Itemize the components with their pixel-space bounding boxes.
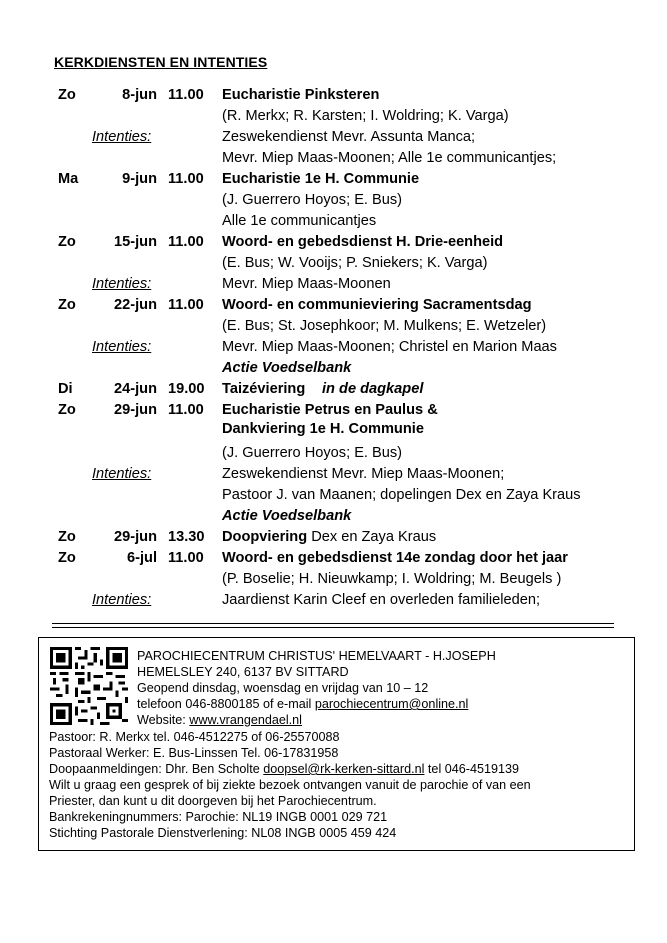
- service-day: Zo: [58, 529, 76, 545]
- intention-line: Zeswekendienst Mevr. Miep Maas-Moonen;: [222, 466, 505, 482]
- service-time: 11.00: [168, 87, 204, 103]
- service-day: Zo: [58, 402, 76, 418]
- intention-line: Mevr. Miep Maas-Moonen: [222, 276, 391, 292]
- intention-line: Mevr. Miep Maas-Moonen; Christel en Marion Maas: [222, 339, 557, 355]
- service-name: Doopviering: [222, 529, 308, 545]
- service-time: 11.00: [168, 402, 204, 418]
- intentions-label: Intenties:: [92, 129, 152, 145]
- info-line-bank: Stichting Pastorale Dienstverlening: NL08 INGB 0005 459 424: [49, 826, 397, 840]
- service-time: 11.00: [168, 234, 204, 250]
- service-date: 9-jun: [122, 171, 157, 187]
- service-date: 24-jun: [114, 381, 157, 397]
- service-date: 15-jun: [114, 234, 157, 250]
- intentions-label: Intenties:: [92, 592, 152, 608]
- service-name: Woord- en gebedsdienst 14e zondag door het jaar: [222, 550, 568, 566]
- service-date: 29-jun: [114, 529, 157, 545]
- service-time: 11.00: [168, 297, 204, 313]
- page-title: KERKDIENSTEN EN INTENTIES: [54, 54, 268, 70]
- info-line-visit: Priester, dan kunt u dit doorgeven bij het Parochiecentrum.: [49, 794, 377, 808]
- service-date: 29-jun: [114, 402, 157, 418]
- info-line-worker: Pastoraal Werker: E. Bus-Linssen Tel. 06-17831958: [49, 746, 339, 760]
- service-time: 11.00: [168, 550, 204, 566]
- service-participants: (E. Bus; St. Josephkoor; M. Mulkens; E. Wetzeler): [222, 318, 547, 334]
- service-name: Taizéviering: [222, 381, 306, 397]
- info-line-bank: Bankrekeningnummers: Parochie: NL19 INGB 0001 029 721: [49, 810, 388, 824]
- service-day: Ma: [58, 171, 79, 187]
- intention-line: Jaardienst Karin Cleef en overleden familieleden;: [222, 592, 541, 608]
- service-time: 13.30: [168, 529, 205, 545]
- service-name: Eucharistie 1e H. Communie: [222, 171, 420, 187]
- service-day: Di: [58, 381, 73, 397]
- intention-line: Mevr. Miep Maas-Moonen; Alle 1e communicantjes;: [222, 150, 557, 166]
- info-line-contact: telefoon 046-8800185 of e-mail parochiecentrum@online.nl: [137, 697, 469, 711]
- action-note: Actie Voedselbank: [222, 508, 352, 524]
- divider: [52, 627, 614, 628]
- service-date: 6-jul: [127, 550, 157, 566]
- info-line-name: PAROCHIECENTRUM CHRISTUS' HEMELVAART - H.JOSEPH: [137, 649, 496, 663]
- divider: [52, 623, 614, 624]
- service-date: 22-jun: [114, 297, 157, 313]
- intentions-label: Intenties:: [92, 466, 152, 482]
- intentions-label: Intenties:: [92, 339, 152, 355]
- service-day: Zo: [58, 87, 76, 103]
- info-line-visit: Wilt u graag een gesprek of bij ziekte bezoek ontvangen vanuit de parochie of van een: [49, 778, 531, 792]
- service-participants: (J. Guerrero Hoyos; E. Bus): [222, 445, 403, 461]
- service-time: 19.00: [168, 381, 205, 397]
- email-link[interactable]: parochiecentrum@online.nl: [314, 697, 469, 711]
- service-time: 11.00: [168, 171, 204, 187]
- service-name: Woord- en communieviering Sacramentsdag: [222, 297, 532, 313]
- service-suffix: Dex en Zaya Kraus: [311, 529, 437, 545]
- service-date: 8-jun: [122, 87, 157, 103]
- info-line-website: Website: www.vrangendael.nl: [137, 713, 302, 727]
- service-location: in de dagkapel: [322, 381, 424, 397]
- info-line-baptism: Doopaanmeldingen: Dhr. Ben Scholte doopsel@rk-kerken-sittard.nl tel 046-4519139: [49, 762, 519, 776]
- service-participants: (E. Bus; W. Vooijs; P. Sniekers; K. Varga): [222, 255, 488, 271]
- service-day: Zo: [58, 234, 76, 250]
- action-note: Actie Voedselbank: [222, 360, 352, 376]
- service-note: Alle 1e communicantjes: [222, 213, 377, 229]
- intentions-label: Intenties:: [92, 276, 152, 292]
- info-line-address: HEMELSLEY 240, 6137 BV SITTARD: [137, 665, 349, 679]
- service-day: Zo: [58, 297, 76, 313]
- qr-code-icon[interactable]: [50, 647, 128, 725]
- info-line-pastor: Pastoor: R. Merkx tel. 046-4512275 of 06-25570088: [49, 730, 340, 744]
- info-line-hours: Geopend dinsdag, woensdag en vrijdag van 10 – 12: [137, 681, 429, 695]
- service-participants: (R. Merkx; R. Karsten; I. Woldring; K. Varga): [222, 108, 509, 124]
- baptism-email-link[interactable]: doopsel@rk-kerken-sittard.nl: [263, 762, 425, 776]
- service-day: Zo: [58, 550, 76, 566]
- service-name: Eucharistie Petrus en Paulus &: [222, 402, 438, 418]
- intention-line: Zeswekendienst Mevr. Assunta Manca;: [222, 129, 476, 145]
- service-name-continued: Dankviering 1e H. Communie: [222, 421, 424, 437]
- service-participants: (P. Boselie; H. Nieuwkamp; I. Woldring; M. Beugels ): [222, 571, 562, 587]
- intention-line: Pastoor J. van Maanen; dopelingen Dex en Zaya Kraus: [222, 487, 581, 503]
- service-name: Woord- en gebedsdienst H. Drie-eenheid: [222, 234, 504, 250]
- service-name: Eucharistie Pinksteren: [222, 87, 380, 103]
- service-participants: (J. Guerrero Hoyos; E. Bus): [222, 192, 403, 208]
- website-link[interactable]: www.vrangendael.nl: [189, 713, 302, 727]
